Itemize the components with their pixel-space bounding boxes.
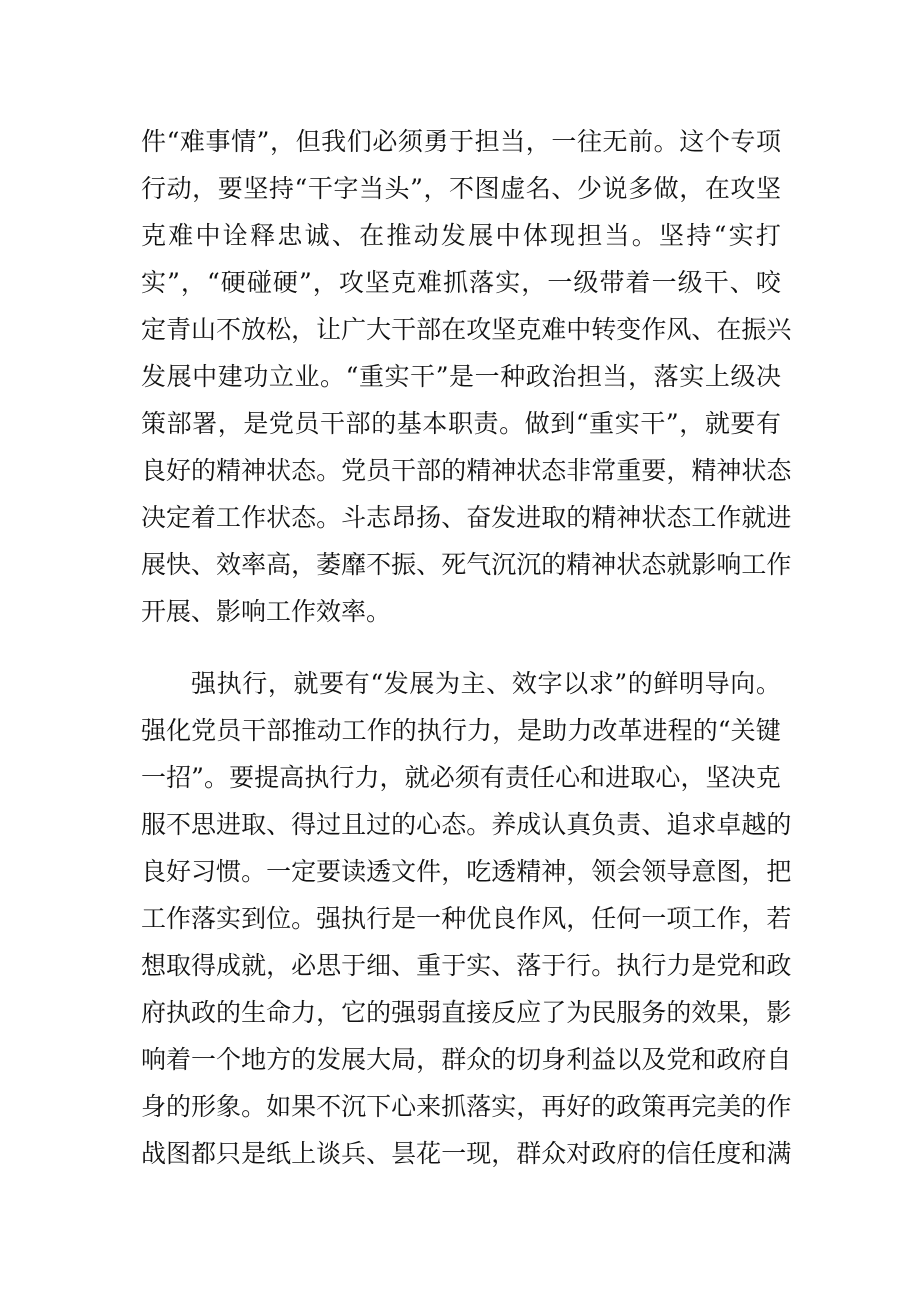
paragraph-line: 良 好 习 惯 。 一 定 要 读 透 文 件 ， 吃 透 精 神 ， 领 会 领 导 意 图 ， 把 <box>141 857 792 886</box>
paragraph-line: 想 取 得 成 就 ， 必 思 于 细 、 重 于 实 、 落 于 行 。 执 行 力 是 党 和 政 <box>141 951 792 980</box>
paragraph-line: 行 动 ， 要 坚 持 “ 干 字 当 头 ” ， 不 图 虚 名 、 少 说 多 做 ， 在 攻 坚 <box>141 174 781 203</box>
paragraph-line: 工 作 落 实 到 位 。 强 执 行 是 一 种 优 良 作 风 ， 任 何 一 项 工 作 ， 若 <box>141 904 792 933</box>
paragraph-line: 策 部 署 ， 是 党 员 干 部 的 基 本 职 责 。 做 到 “ 重 实 干 ” ， 就 要 有 <box>141 409 781 438</box>
paragraph-line: 发 展 中 建 功 立 业 。 “ 重 实 干 ” 是 一 种 政 治 担 当 ， 落 实 上 级 决 <box>141 362 781 391</box>
paragraph-line: 府 执 政 的 生 命 力 ， 它 的 强 弱 直 接 反 应 了 为 民 服 务 的 效 果 ， 影 <box>141 998 792 1027</box>
paragraph-2 <box>141 660 792 1177</box>
paragraph-line: 服 不 思 进 取 、 得 过 且 过 的 心 态 。 养 成 认 真 负 责 、 追 求 卓 越 的 <box>141 810 792 839</box>
paragraph-line: 件 “ 难 事 情 ” ， 但 我 们 必 须 勇 于 担 当 ， 一 往 无 前 。 这 个 专 项 <box>141 127 781 156</box>
paragraph-line: 强 化 党 员 干 部 推 动 工 作 的 执 行 力 ， 是 助 力 改 革 进 程 的 “ 关 键 <box>141 716 781 745</box>
paragraph-line: 强 执 行 ， 就 要 有 “ 发 展 为 主 、 效 字 以 求 ” 的 鲜 明 导 向 。 <box>191 669 781 698</box>
paragraph-line: 一 招 ” 。 要 提 高 执 行 力 ， 就 必 须 有 责 任 心 和 进 取 心 ， 坚 决 克 <box>141 763 781 792</box>
paragraph-line: 身 的 形 象 。 如 果 不 沉 下 心 来 抓 落 实 ， 再 好 的 政 策 再 完 美 的 作 <box>141 1092 792 1121</box>
paragraph-line: 定 青 山 不 放 松 ， 让 广 大 干 部 在 攻 坚 克 难 中 转 变 作 风 、 在 振 兴 <box>141 315 792 344</box>
paragraph-line: 决 定 着 工 作 状 态 。 斗 志 昂 扬 、 奋 发 进 取 的 精 神 状 态 工 作 就 进 <box>141 503 792 532</box>
paragraph-line: 展 快 、 效 率 高 ， 萎 靡 不 振 、 死 气 沉 沉 的 精 神 状 态 就 影 响 工 作 <box>141 550 792 579</box>
paragraph-1 <box>141 118 792 635</box>
paragraph-line: 战 图 都 只 是 纸 上 谈 兵 、 昙 花 一 现 ， 群 众 对 政 府 的 信 任 度 和 满 <box>141 1139 792 1168</box>
paragraph-line: 响 着 一 个 地 方 的 发 展 大 局 ， 群 众 的 切 身 利 益 以 及 党 和 政 府 自 <box>141 1045 792 1074</box>
paragraph-line: 克 难 中 诠 释 忠 诚 、 在 推 动 发 展 中 体 现 担 当 。 坚 持 “ 实 打 <box>141 221 781 250</box>
paragraph-line: 实 ” ， “ 硬 碰 硬 ” ， 攻 坚 克 难 抓 落 实 ， 一 级 带 着 一 级 干 、 咬 <box>141 268 781 297</box>
paragraph-line: 良 好 的 精 神 状 态 。 党 员 干 部 的 精 神 状 态 非 常 重 要 ， 精 神 状 态 <box>141 456 792 485</box>
paragraph-line: 开展、影响工作效率。 <box>141 597 392 626</box>
